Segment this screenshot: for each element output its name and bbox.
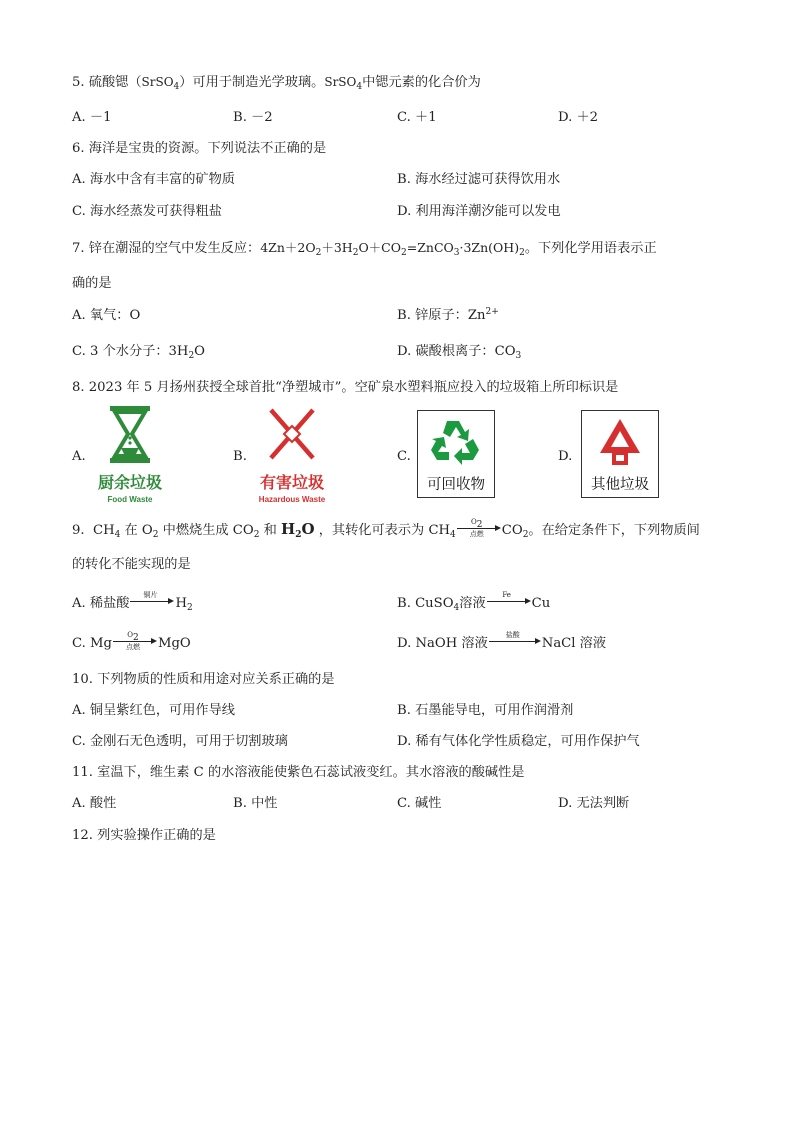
hazardous-waste-sign[interactable] [249, 404, 335, 508]
q10-option-c[interactable]: C. 金刚石无色透明，可用于切割玻璃 [72, 734, 288, 749]
q11-stem: 11. 室温下，维生素 C 的水溶液能使紫色石蕊试液变红。其水溶液的酸碱性是 [72, 765, 525, 780]
q5-stem-part-b: ）可用于制造光学玻璃。 [179, 75, 325, 90]
q10-option-b[interactable]: B. 石墨能导电，可用作润滑剂 [397, 703, 574, 718]
food-waste-label: 厨余垃圾 [97, 473, 162, 492]
q9-stem-line2: 的转化不能实现的是 [72, 557, 191, 572]
q8-label-d: D. [558, 449, 573, 464]
q9-stem: 9. $CH_4$ 在 $O_2$ 中燃烧生成 $CO_2$ 和 $H_2O$ ，其转化可表示为 $CH_4$ $O_2$ 点燃 $CO_2$。在给定条件下，下列物质间 [72, 518, 700, 540]
q5-stem [72, 73, 481, 92]
q11-option-c[interactable]: C. 碱性 [397, 796, 442, 811]
food-waste-sublabel: Food Waste [107, 495, 153, 504]
q8-label-c: C. [397, 449, 411, 464]
q9-option-b[interactable]: B. CuSO$_4$溶液 Fe Cu [397, 591, 551, 613]
q10-option-d[interactable]: D. 稀有气体化学性质稳定，可用作保护气 [397, 734, 640, 749]
other-waste-icon [582, 413, 657, 473]
q6-option-a[interactable]: A. 海水中含有丰富的矿物质 [72, 172, 235, 187]
q7-stem-line2: 确的是 [72, 276, 112, 291]
q7-stem [72, 239, 657, 258]
q9-stem-arrow: $O_2$ 点燃 [457, 521, 501, 535]
q5-stem-part-c: 中锶元素的化合价为 [362, 75, 481, 90]
q9-option-c-arrow: $O_2$ 点燃 [113, 634, 157, 648]
food-waste-icon [88, 404, 172, 468]
q7-option-d[interactable]: D. 碳酸根离子：$CO_3$ [397, 344, 522, 361]
hazardous-waste-sublabel: Hazardous Waste [258, 495, 326, 504]
q5-option-c[interactable]: C. ＋1 [397, 110, 437, 125]
other-waste-sign[interactable] [581, 410, 659, 498]
q9-option-d[interactable]: D. NaOH 溶液 盐酸 NaCl 溶液 [397, 631, 607, 651]
recyclable-label: 可回收物 [427, 477, 485, 493]
q10-stem: 10. 下列物质的性质和用途对应关系正确的是 [72, 672, 335, 687]
q6-option-b[interactable]: B. 海水经过滤可获得饮用水 [397, 172, 561, 187]
recyclable-sign[interactable] [417, 410, 495, 498]
q7-option-c[interactable]: C. 3 个水分子：$3H_2O$ [72, 344, 205, 361]
q8-label-a: A. [72, 449, 86, 464]
q9-option-a-arrow: 铜片 [130, 594, 174, 608]
q6-option-d[interactable]: D. 利用海洋潮汐能可以发电 [397, 204, 561, 219]
other-waste-label: 其他垃圾 [591, 477, 649, 493]
q9-option-b-arrow: Fe [487, 594, 531, 608]
hazardous-waste-label: 有害垃圾 [259, 473, 324, 492]
recycle-icon [418, 413, 493, 473]
q5-option-a[interactable]: A. －1 [72, 110, 112, 125]
q5-option-b[interactable]: B. －2 [233, 110, 273, 125]
q11-option-d[interactable]: D. 无法判断 [558, 796, 630, 811]
q12-stem: 12. 列实验操作正确的是 [72, 828, 216, 843]
hazardous-waste-icon [249, 404, 335, 468]
q10-option-a[interactable]: A. 铜呈紫红色，可用作导线 [72, 703, 235, 718]
food-waste-sign[interactable] [88, 404, 172, 508]
q6-option-c[interactable]: C. 海水经蒸发可获得粗盐 [72, 204, 222, 219]
q6-stem: 6. 海洋是宝贵的资源。下列说法不正确的是 [72, 141, 327, 156]
q11-option-b[interactable]: B. 中性 [233, 796, 278, 811]
q8-label-b: B. [233, 449, 247, 464]
q7-stem-part-a: 7. 锌在潮湿的空气中发生反应： [72, 241, 261, 256]
q8-stem: 8. 2023 年 5 月扬州获授全球首批“净塑城市”。空矿泉水塑料瓶应投入的垃圾箱上所印标识是 [72, 380, 619, 395]
q7-option-b[interactable]: B. 锌原子：$Zn^{2+}$ [397, 307, 499, 323]
q5-stem-part-a: 5. 硫酸锶（ [72, 75, 142, 90]
q7-equation: $4Zn+2O_2+3H_2O+CO_2=ZnCO_3\cdot 3Zn(OH)_2$ [260, 240, 525, 258]
q7-option-a[interactable]: A. 氧气：O [72, 308, 141, 323]
q9-option-c[interactable]: C. Mg $O_2$ 点燃 MgO [72, 631, 191, 651]
q9-option-d-arrow: 盐酸 [489, 634, 541, 648]
q11-option-a[interactable]: A. 酸性 [72, 796, 117, 811]
q9-option-a[interactable]: A. 稀盐酸 铜片 $H_2$ [72, 591, 193, 613]
q5-option-d[interactable]: D. ＋2 [558, 110, 599, 125]
q5-formula-2: SrSO$_4$ [324, 75, 363, 92]
q7-stem-part-b: 。下列化学用语表示正 [524, 241, 657, 256]
q5-formula: SrSO$_4$ [141, 75, 180, 92]
